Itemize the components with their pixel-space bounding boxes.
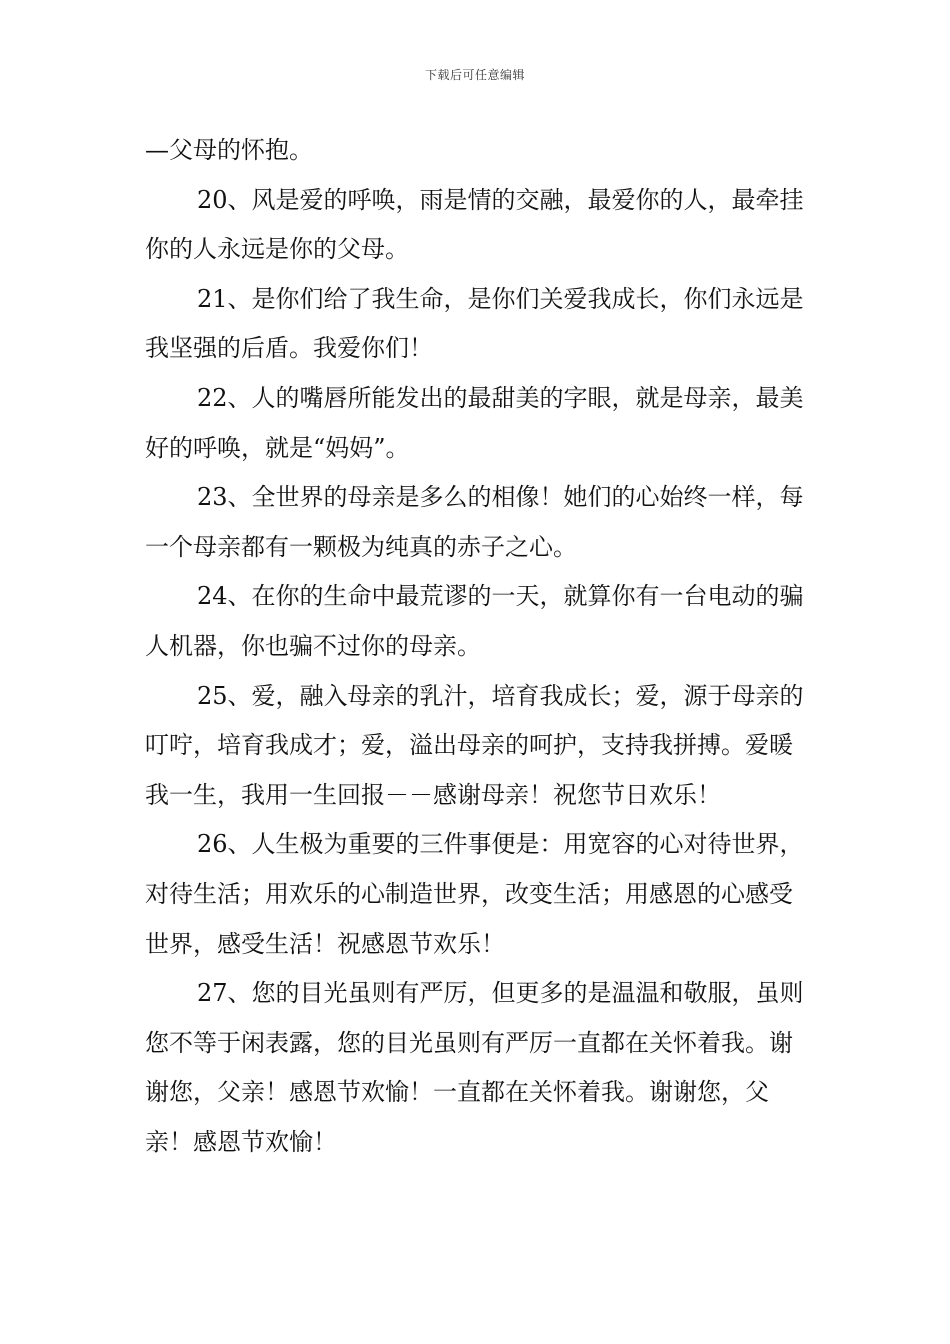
paragraph-22: 22、人的嘴唇所能发出的最甜美的字眼，就是母亲，最美好的呼唤，就是“妈妈”。 xyxy=(145,383,804,462)
paragraph-23: 23、全世界的母亲是多么的相像！她们的心始终一样，每一个母亲都有一颗极为纯真的赤子之心。 xyxy=(145,483,804,561)
paragraph-20: 20、风是爱的呼唤，雨是情的交融，最爱你的人，最牵挂你的人永远是你的父母。 xyxy=(145,185,804,264)
document-body xyxy=(145,126,815,1167)
paragraph-21: 21、是你们给了我生命，是你们关爱我成长，你们永远是我坚强的后盾。我爱你们！ xyxy=(145,284,804,363)
paragraph-27: 27、您的目光虽则有严厉，但更多的是温温和敬服，虽则您不等于闲表露，您的目光虽则有严厉一直都在关怀着我。谢谢您，父亲！感恩节欢愉！一直都在关怀着我。谢谢您，父亲！感恩节欢愉！ xyxy=(145,979,804,1156)
paragraph-continuation: —父母的怀抱。 xyxy=(145,136,313,164)
paragraph-24: 24、在你的生命中最荒谬的一天，就算你有一台电动的骗人机器，你也骗不过你的母亲。 xyxy=(145,582,804,660)
paragraph-25: 25、爱，融入母亲的乳汁，培育我成长；爱，源于母亲的叮咛，培育我成才；爱，溢出母亲的呵护，支持我拼搏。爱暖我一生，我用一生回报－－感谢母亲！祝您节日欢乐！ xyxy=(145,681,804,809)
page-header: 下载后可任意编辑 xyxy=(424,68,525,82)
paragraph-26: 26、人生极为重要的三件事便是：用宽容的心对待世界，对待生活；用欢乐的心制造世界，改变生活；用感恩的心感受世界，感受生活！祝感恩节欢乐！ xyxy=(145,830,804,958)
